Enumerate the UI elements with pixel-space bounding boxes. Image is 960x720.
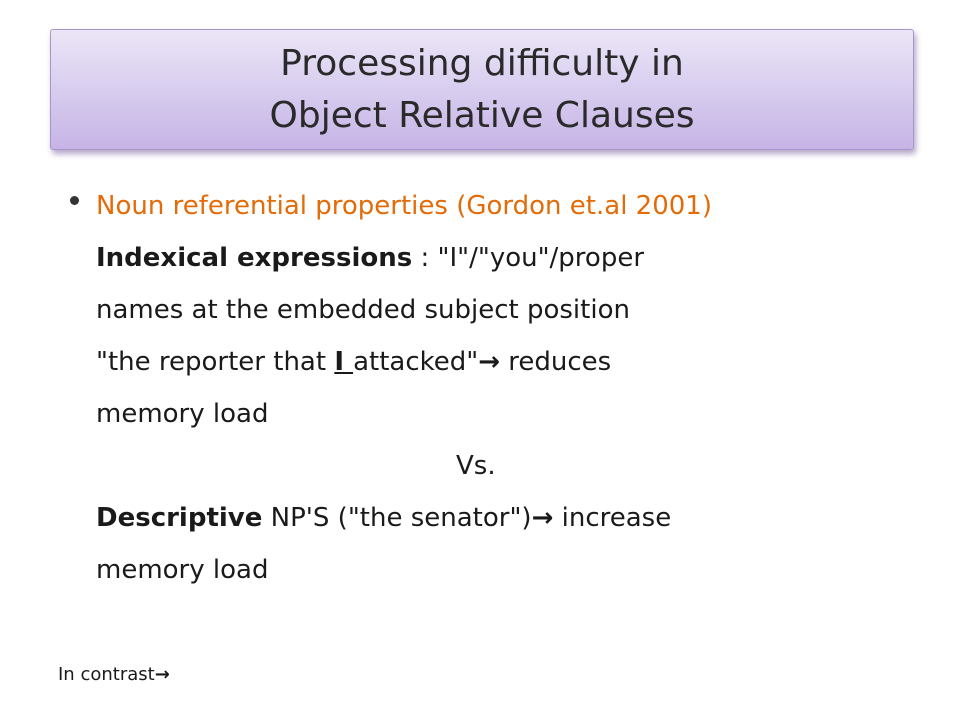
title-line-1: Processing difficulty in xyxy=(280,42,684,84)
indexical-line xyxy=(96,232,916,284)
increase-text: increase xyxy=(553,503,672,533)
embedded-subject-line: names at the embedded subject position xyxy=(96,295,630,325)
indexical-rest: : "I"/"you"/proper xyxy=(412,243,645,273)
descriptive-rest: NP'S ("the senator") xyxy=(262,503,532,533)
memory-load-line-1: memory load xyxy=(96,399,269,429)
reporter-after: attacked" xyxy=(353,347,479,377)
bullet-dot-icon xyxy=(70,196,79,205)
descriptive-term: Descriptive xyxy=(96,503,263,533)
reduces-text: reduces xyxy=(500,347,612,377)
slide-title xyxy=(50,29,914,150)
right-arrow-icon: → xyxy=(154,664,170,685)
right-arrow-icon: → xyxy=(478,347,500,377)
indexical-term: Indexical expressions xyxy=(96,243,413,273)
reporter-underlined-i: I xyxy=(334,347,354,377)
descriptive-line xyxy=(96,492,916,544)
memory-load-line-2: memory load xyxy=(96,555,269,585)
footer-text: In contrast xyxy=(58,664,155,685)
reporter-example-line xyxy=(96,336,916,388)
reporter-before: "the reporter that xyxy=(96,347,335,377)
right-arrow-icon: → xyxy=(531,503,554,533)
title-line-2: Object Relative Clauses xyxy=(269,94,695,136)
footer-note xyxy=(58,660,170,690)
bullet-heading: Noun referential properties (Gordon et.al 2001) xyxy=(96,191,712,221)
vs-line: Vs. xyxy=(456,451,496,481)
bullet-body xyxy=(96,180,916,596)
